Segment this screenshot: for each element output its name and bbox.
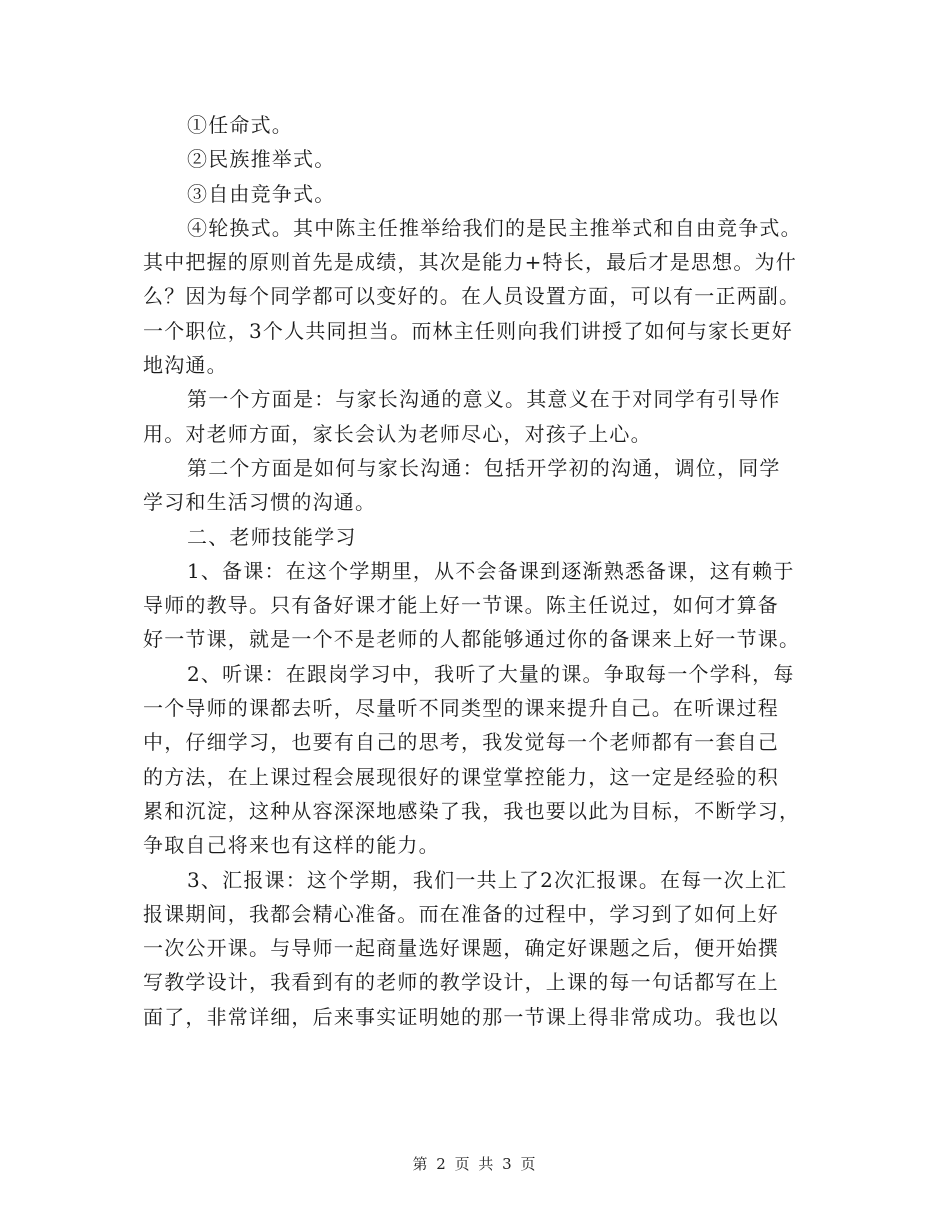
paragraph-lesson-prep: 1、备课：在这个学期里，从不会备课到逐渐熟悉备课，这有赖于 [187,558,795,583]
list-item-ethnic-election: ②民族推举式。 [187,147,336,172]
text-line: 一个导师的课都去听，尽量听不同类型的课来提升自己。在听课过程 [143,696,779,721]
text-line: 地沟通。 [143,353,228,378]
text-line: 面了，非常详细，后来事实证明她的那一节课上得非常成功。我也以 [143,1004,779,1029]
paragraph-report-lesson: 3、汇报课：这个学期，我们一共上了2次汇报课。在每一次上汇 [187,867,788,892]
text-line: 其中把握的原则首先是成绩，其次是能力+特长，最后才是思想。为什 [143,250,797,275]
text-line: 争取自己将来也有这样的能力。 [143,833,440,858]
paragraph-observation: 2、听课：在跟岗学习中，我听了大量的课。争取每一个学科，每 [187,661,795,686]
text-line: 好一节课，就是一个不是老师的人都能够通过你的备课来上好一节课。 [143,627,801,652]
text-line: 写教学设计，我看到有的老师的教学设计，上课的每一句话都写在上 [143,970,779,995]
text-line: 学习和生活习惯的沟通。 [143,490,377,515]
paragraph-first-aspect: 第一个方面是：与家长沟通的意义。其意义在于对同学有引导作 [187,387,781,412]
text-line: 用。对老师方面，家长会认为老师尽心，对孩子上心。 [143,421,652,446]
list-item-rotation: ④轮换式。其中陈主任推举给我们的是民主推举式和自由竞争式。 [187,215,802,240]
text-line: 么？因为每个同学都可以变好的。在人员设置方面，可以有一正两副。 [143,284,801,309]
body-text [143,108,813,1034]
page-footer: 第 2 页 共 3 页 [412,1155,538,1173]
text-line: 的方法，在上课过程会展现很好的课堂掌控能力，这一定是经验的积 [143,764,779,789]
list-item-appointment: ①任命式。 [187,113,293,137]
text-line: 一个职位，3个人共同担当。而林主任则向我们讲授了如何与家长更好 [143,318,793,343]
text-line: 导师的教导。只有备好课才能上好一节课。陈主任说过，如何才算备 [143,593,779,618]
text-line: 累和沉淀，这种从容深深地感染了我，我也要以此为目标，不断学习， [143,798,801,823]
text-line: 报课期间，我都会精心准备。而在准备的过程中，学习到了如何上好 [143,901,779,926]
paragraph-second-aspect: 第二个方面是如何与家长沟通：包括开学初的沟通，调位，同学 [187,455,781,480]
text-line: 一次公开课。与导师一起商量选好课题，确定好课题之后，便开始撰 [143,936,779,961]
text-line: 中，仔细学习，也要有自己的思考，我发觉每一个老师都有一套自己 [143,730,779,755]
list-item-free-competition: ③自由竞争式。 [187,181,336,206]
section-heading: 二、老师技能学习 [187,524,357,549]
